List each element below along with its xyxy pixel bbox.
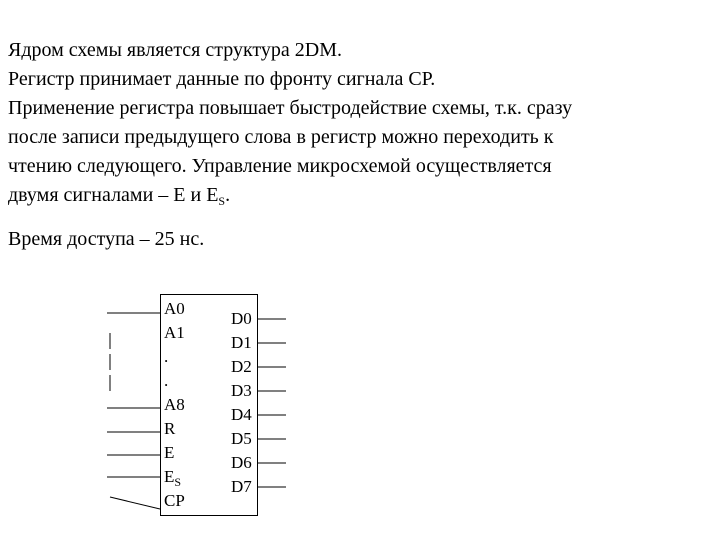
pin-d3: D3	[231, 381, 252, 400]
pin-d4: D4	[231, 405, 252, 424]
pin-d5: D5	[231, 429, 252, 448]
text-line: чтению следующего. Управление микросхемой осуществляется	[8, 155, 552, 177]
pin-a8: A8	[164, 395, 185, 414]
pin-a0: A0	[164, 299, 185, 318]
pin-cp: CP	[164, 491, 185, 510]
text-line: Регистр принимает данные по фронту сигнала СР.	[8, 68, 436, 90]
text-subscript: S	[218, 194, 226, 208]
pin-d7: D7	[231, 477, 252, 496]
pin-d0: D0	[231, 309, 252, 328]
pin-d2: D2	[231, 357, 252, 376]
pin-es-subscript: S	[174, 475, 182, 489]
text-line-last-start: двумя сигналами – Е и Е	[8, 184, 219, 206]
register-chip	[160, 294, 258, 516]
text-line-last-end: .	[225, 184, 231, 206]
pin-dot: .	[164, 347, 169, 366]
pin-a1: A1	[164, 323, 185, 342]
text-line: Применение регистра повышает быстродействие схемы, т.к. сразу	[8, 97, 573, 119]
text-line: Ядром схемы является структура 2DM.	[8, 39, 343, 61]
pin-dot: .	[164, 371, 169, 390]
pin-d6: D6	[231, 453, 252, 472]
pin-es-letter: E	[164, 467, 175, 486]
clock-wire	[110, 497, 160, 509]
access-time-text: Время доступа – 25 нс.	[8, 228, 205, 250]
pin-r: R	[164, 419, 176, 438]
text-line: после записи предыдущего слова в регистр можно переходить к	[8, 126, 554, 148]
pin-es	[164, 467, 181, 492]
pin-e: E	[164, 443, 175, 462]
pin-d1: D1	[231, 333, 252, 352]
